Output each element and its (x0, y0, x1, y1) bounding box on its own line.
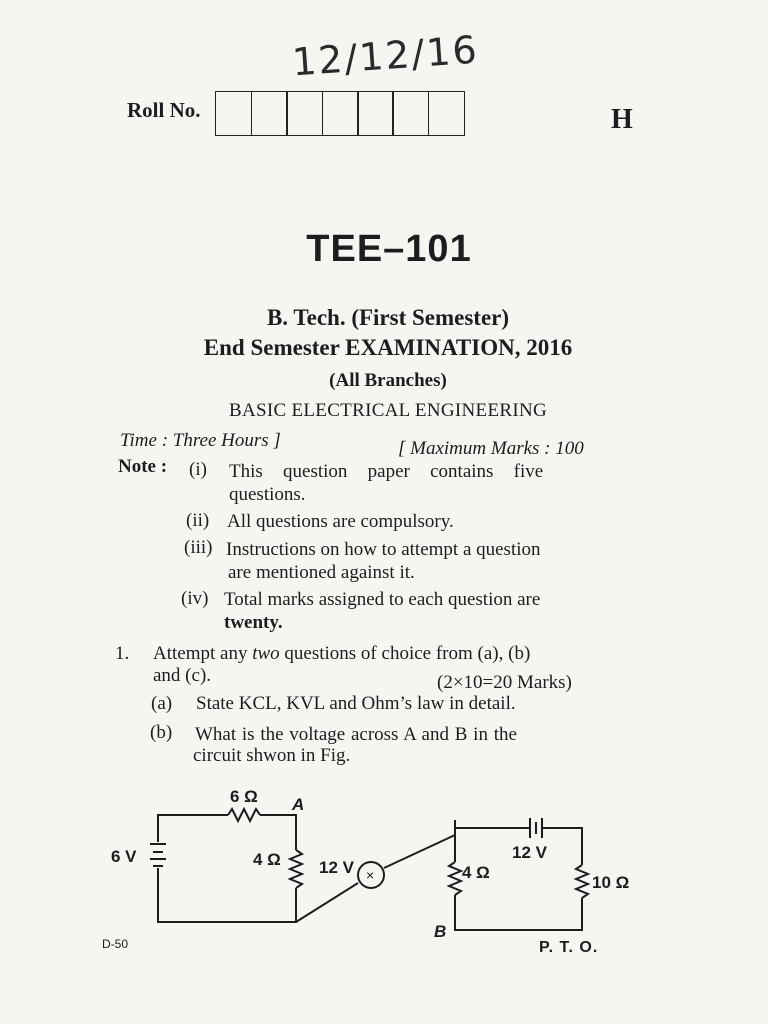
roll-box (322, 91, 359, 136)
time-label: Time : Three Hours ] (120, 430, 281, 451)
paper-code: TEE–101 (306, 228, 472, 270)
roll-box (286, 91, 323, 136)
question-text-line2: and (c). (153, 665, 212, 686)
label-node-b: B (434, 922, 447, 941)
circuit-middle (296, 835, 455, 922)
label-r-right: 10 Ω (592, 873, 630, 892)
part-text: State KCL, KVL and Ohm’s law in detail. (196, 693, 516, 714)
meter-symbol: × (366, 867, 375, 883)
note-item-text: questions. (229, 484, 306, 505)
label-r-mid: 4 Ω (462, 863, 490, 882)
set-code: H (611, 104, 633, 135)
program-heading: B. Tech. (First Semester) (266, 305, 510, 330)
note-item-number: (ii) (186, 510, 210, 531)
branches-heading: (All Branches) (329, 370, 447, 391)
note-item-text: Instructions on how to attempt a question (226, 539, 541, 560)
roll-box (251, 91, 288, 136)
footer-pto: P. T. O. (539, 939, 599, 956)
label-r-left: 4 Ω (253, 850, 281, 869)
part-text: circuit shwon in Fig. (193, 745, 351, 766)
part-label: (a) (151, 693, 173, 714)
label-r-top: 6 Ω (230, 787, 258, 806)
exam-heading: End Semester EXAMINATION, 2016 (203, 335, 573, 360)
roll-box (357, 91, 394, 136)
label-source-mid: 12 V (319, 858, 354, 877)
label-source-right: 12 V (512, 843, 547, 862)
footer-code: D-50 (102, 937, 129, 951)
note-item-text: This question paper contains five (229, 461, 544, 482)
circuit-diagram (0, 780, 768, 950)
note-item-number: (i) (189, 459, 207, 480)
note-item-number: (iii) (184, 537, 213, 558)
label-source-left: 6 V (111, 847, 137, 866)
handwritten-date: 12/12/16 (290, 27, 480, 85)
note-item-text: Total marks assigned to each question are (224, 589, 541, 610)
roll-number-boxes (217, 91, 465, 136)
max-marks-label: [ Maximum Marks : 100 (398, 438, 584, 459)
part-text: What is the voltage across A and B in the (195, 724, 517, 745)
question-marks: (2×10=20 Marks) (437, 672, 572, 693)
note-item-text: All questions are compulsory. (227, 511, 454, 532)
subject-heading: BASIC ELECTRICAL ENGINEERING (228, 400, 547, 421)
note-item-number: (iv) (181, 588, 209, 609)
part-label: (b) (150, 722, 173, 743)
question-number: 1. (115, 643, 130, 664)
note-label: Note : (118, 456, 168, 477)
label-node-a: A (292, 795, 305, 814)
note-item-text: are mentioned against it. (228, 562, 415, 583)
roll-box (392, 91, 429, 136)
roll-box (428, 91, 465, 136)
roll-number-label: Roll No. (127, 98, 201, 122)
question-text: Attempt any two questions of choice from (a), (b) (153, 643, 531, 664)
note-item-text: twenty. (224, 612, 283, 633)
roll-box (215, 91, 252, 136)
